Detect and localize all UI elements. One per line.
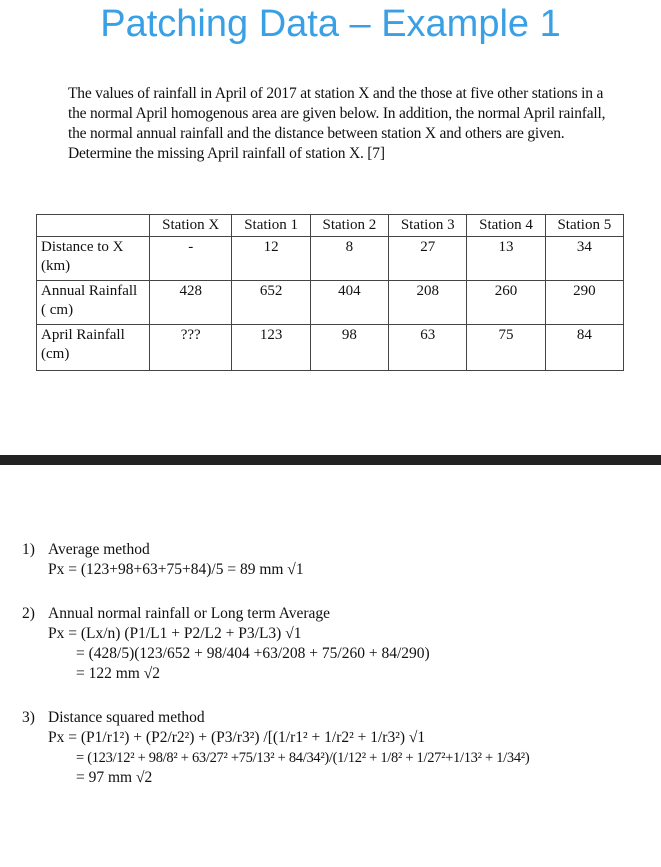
table-cell: 63 — [389, 325, 467, 371]
row-label: Annual Rainfall ( cm) — [37, 281, 150, 325]
method-number: 2) — [22, 605, 35, 622]
solution-methods — [22, 540, 652, 812]
equation-line: = 122 mm √2 — [76, 665, 160, 682]
section-divider — [0, 455, 661, 465]
rainfall-table — [36, 214, 624, 371]
equation-line: Px = (123+98+63+75+84)/5 = 89 mm √1 — [48, 561, 304, 578]
table-cell: 260 — [467, 281, 545, 325]
method-distance-squared — [22, 708, 652, 788]
row-label: April Rainfall (cm) — [37, 325, 150, 371]
table-header-cell: Station 5 — [545, 215, 623, 237]
equation-line: Px = (Lx/n) (P1/L1 + P2/L2 + P3/L3) √1 — [48, 625, 302, 642]
equation-line: = (123/12² + 98/8² + 63/27² +75/13² + 84/34²)/(1/12² + 1/8² + 1/27²+1/13² + 1/34²) — [76, 750, 530, 766]
problem-line: the normal April homogenous area are given below. In addition, the normal April rainfall, — [68, 105, 606, 122]
equation-line: = 97 mm √2 — [76, 769, 153, 786]
table-cell: 208 — [389, 281, 467, 325]
table-header-cell: Station 1 — [232, 215, 310, 237]
row-label: Distance to X (km) — [37, 237, 150, 281]
table-cell: 404 — [310, 281, 388, 325]
table-cell: 34 — [545, 237, 623, 281]
method-number: 1) — [22, 541, 35, 558]
table-row — [37, 237, 624, 281]
problem-statement — [68, 84, 628, 164]
problem-line: the normal annual rainfall and the distance between station X and others are given. — [68, 125, 565, 142]
table-row — [37, 281, 624, 325]
table-cell: 27 — [389, 237, 467, 281]
table-cell: 98 — [310, 325, 388, 371]
equation-line: = (428/5)(123/652 + 98/404 +63/208 + 75/260 + 84/290) — [76, 645, 430, 662]
table-cell: 12 — [232, 237, 310, 281]
problem-line: Determine the missing April rainfall of station X. [7] — [68, 145, 385, 162]
method-title: Average method — [48, 541, 150, 558]
table-cell: 652 — [232, 281, 310, 325]
table-header-cell: Station 4 — [467, 215, 545, 237]
table-header-row — [37, 215, 624, 237]
table-header-cell: Station X — [150, 215, 232, 237]
page-title: Patching Data – Example 1 — [100, 3, 561, 45]
table-cell: 8 — [310, 237, 388, 281]
table-cell: 84 — [545, 325, 623, 371]
table-cell: ??? — [150, 325, 232, 371]
table-header-cell: Station 3 — [389, 215, 467, 237]
method-average — [22, 540, 652, 580]
method-title: Distance squared method — [48, 709, 205, 726]
method-number: 3) — [22, 709, 35, 726]
method-title: Annual normal rainfall or Long term Average — [48, 605, 331, 622]
table-row — [37, 325, 624, 371]
table-cell: 13 — [467, 237, 545, 281]
equation-line: Px = (P1/r1²) + (P2/r2²) + (P3/r3²) /[(1/r1² + 1/r2² + 1/r3²) √1 — [48, 729, 426, 746]
problem-line: The values of rainfall in April of 2017 at station X and the those at five other stations in a — [68, 85, 604, 102]
table-cell: 75 — [467, 325, 545, 371]
table-cell: - — [150, 237, 232, 281]
table-cell: 290 — [545, 281, 623, 325]
table-header-cell — [37, 215, 150, 237]
table-header-cell: Station 2 — [310, 215, 388, 237]
table-cell: 123 — [232, 325, 310, 371]
method-annual-normal — [22, 604, 652, 684]
table-cell: 428 — [150, 281, 232, 325]
